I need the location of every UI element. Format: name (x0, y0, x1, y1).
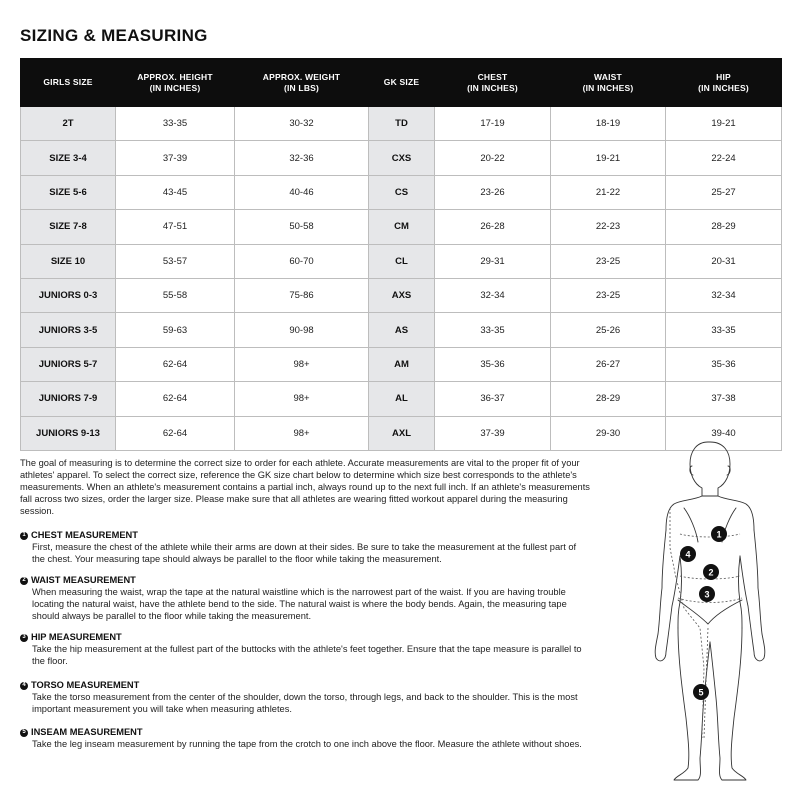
table-header-row (21, 59, 782, 107)
size-label-cell: AS (369, 313, 435, 347)
size-label-cell: SIZE 5-6 (21, 175, 116, 209)
size-label-cell: AL (369, 382, 435, 416)
measurement-heading-text: CHEST MEASUREMENT (31, 530, 138, 540)
svg-text:4: 4 (685, 549, 691, 560)
size-chart-table (20, 58, 782, 451)
table-row (21, 382, 782, 416)
column-header (369, 59, 435, 107)
column-header (666, 59, 782, 107)
table-cell: 17-19 (435, 107, 551, 141)
size-label-cell: SIZE 10 (21, 244, 116, 278)
marker-4-icon (680, 546, 696, 562)
table-cell: 60-70 (235, 244, 369, 278)
size-label-cell: AXL (369, 416, 435, 450)
page-title: SIZING & MEASURING (20, 26, 208, 45)
svg-text:5: 5 (698, 687, 704, 698)
number-badge-icon: 1 (20, 532, 28, 540)
table-cell: 90-98 (235, 313, 369, 347)
table-cell: 23-25 (551, 244, 666, 278)
table-row (21, 210, 782, 244)
column-header-line: GK SIZE (383, 77, 420, 87)
table-row (21, 175, 782, 209)
size-label-cell: CS (369, 175, 435, 209)
table-cell: 40-46 (235, 175, 369, 209)
table-cell: 23-25 (551, 278, 666, 312)
table-cell: 22-24 (666, 141, 782, 175)
size-label-cell: JUNIORS 5-7 (21, 347, 116, 381)
table-cell: 28-29 (666, 210, 782, 244)
table-cell: 98+ (235, 382, 369, 416)
column-header-line: WAIST (594, 71, 622, 82)
measurement-description: Take the torso measurement from the center of the shoulder, down the torso, through legs, and back to the shoulder. This is the most important measurement you will take when measuring athletes. (32, 691, 578, 714)
table-cell: 43-45 (116, 175, 235, 209)
table-cell: 32-36 (235, 141, 369, 175)
measurement-description: First, measure the chest of the athlete while their arms are down at their sides. Be sure to take the measurement at the fullest part of the chest. Your measuring tape should always be parallel to the floor while taking the measurement. (32, 541, 577, 564)
intro-paragraph: The goal of measuring is to determine the correct size to order for each athlete. Accurate measurements are vital to the proper fit of your athletes' apparel. To select the correct size, reference the GK size chart below to determine which size best corresponds to the athlete's measurements. When an athlete's measurement contains a partial inch, always round up to the next full inch. If an athlete's measurements fall across two sizes, order the larger size. Please make sure that all athletes are wearing fitted workout apparel during the measuring session. (20, 458, 590, 516)
number-badge-icon: 5 (20, 729, 28, 737)
column-header-line: HIP (716, 71, 731, 82)
table-cell: 19-21 (666, 107, 782, 141)
table-cell: 98+ (235, 416, 369, 450)
table-cell: 59-63 (116, 313, 235, 347)
table-row (21, 141, 782, 175)
column-header (235, 59, 369, 107)
measurement-heading-text: INSEAM MEASUREMENT (31, 727, 143, 737)
table-cell: 21-22 (551, 175, 666, 209)
column-header-line: APPROX. HEIGHT (137, 71, 213, 82)
body-measurement-figure (640, 438, 800, 783)
table-cell: 33-35 (435, 313, 551, 347)
column-header-line: APPROX. WEIGHT (262, 71, 341, 82)
table-cell: 62-64 (116, 416, 235, 450)
table-cell: 39-40 (666, 416, 782, 450)
size-label-cell: SIZE 7-8 (21, 210, 116, 244)
table-cell: 32-34 (435, 278, 551, 312)
size-label-cell: CXS (369, 141, 435, 175)
table-cell: 53-57 (116, 244, 235, 278)
table-cell: 30-32 (235, 107, 369, 141)
table-cell: 28-29 (551, 382, 666, 416)
size-label-cell: JUNIORS 3-5 (21, 313, 116, 347)
measurement-section (20, 575, 590, 623)
measurement-heading-text: WAIST MEASUREMENT (31, 575, 136, 585)
table-cell: 47-51 (116, 210, 235, 244)
size-label-cell: SIZE 3-4 (21, 141, 116, 175)
table-cell: 23-26 (435, 175, 551, 209)
size-label-cell: TD (369, 107, 435, 141)
table-cell: 50-58 (235, 210, 369, 244)
measurement-description: Take the leg inseam measurement by running the tape from the crotch to one inch above the floor. Measure the athlete without shoes. (32, 738, 582, 749)
marker-3-icon (699, 586, 715, 602)
table-cell: 33-35 (116, 107, 235, 141)
measurement-section (20, 632, 590, 668)
column-header-line: (IN INCHES) (149, 82, 201, 93)
table-cell: 33-35 (666, 313, 782, 347)
table-cell: 26-28 (435, 210, 551, 244)
number-badge-icon: 2 (20, 577, 28, 585)
measurement-heading-text: TORSO MEASUREMENT (31, 680, 140, 690)
size-label-cell: AM (369, 347, 435, 381)
table-row (21, 313, 782, 347)
column-header (116, 59, 235, 107)
measurement-section (20, 530, 590, 566)
table-row (21, 244, 782, 278)
column-header-line: (IN INCHES) (467, 82, 518, 93)
number-badge-icon: 3 (20, 634, 28, 642)
column-header-line: (IN INCHES) (582, 82, 634, 93)
table-row (21, 347, 782, 381)
table-cell: 22-23 (551, 210, 666, 244)
svg-text:1: 1 (716, 529, 722, 540)
table-cell: 26-27 (551, 347, 666, 381)
column-header-line: (IN LBS) (283, 82, 320, 93)
number-badge-icon: 4 (20, 682, 28, 690)
column-header-line: GIRLS SIZE (43, 77, 93, 87)
table-cell: 25-26 (551, 313, 666, 347)
table-cell: 29-30 (551, 416, 666, 450)
measurement-description: When measuring the waist, wrap the tape at the natural waistline which is the narrowest part of the waist. If you are having trouble locating the natural waist, have the athlete bend to the side. The natural waist is where the body bends. Again, the measuring tape should always be parallel to the floor while taking the measurement. (32, 586, 567, 621)
column-header-line: (IN INCHES) (698, 82, 749, 93)
size-label-cell: CL (369, 244, 435, 278)
table-cell: 75-86 (235, 278, 369, 312)
svg-text:3: 3 (704, 589, 710, 600)
measurement-heading (20, 680, 590, 692)
column-header-line: CHEST (477, 71, 508, 82)
table-cell: 35-36 (666, 347, 782, 381)
table-cell: 62-64 (116, 347, 235, 381)
table-cell: 37-38 (666, 382, 782, 416)
measurement-heading (20, 727, 590, 739)
table-cell: 62-64 (116, 382, 235, 416)
table-cell: 36-37 (435, 382, 551, 416)
table-cell: 55-58 (116, 278, 235, 312)
size-label-cell: JUNIORS 0-3 (21, 278, 116, 312)
column-header (551, 59, 666, 107)
measurement-heading (20, 530, 590, 542)
table-row (21, 107, 782, 141)
table-cell: 37-39 (435, 416, 551, 450)
marker-2-icon (703, 564, 719, 580)
size-label-cell: JUNIORS 7-9 (21, 382, 116, 416)
size-label-cell: JUNIORS 9-13 (21, 416, 116, 450)
table-cell: 20-22 (435, 141, 551, 175)
body-outline-illustration (640, 438, 800, 783)
measurement-section (20, 680, 590, 716)
measurement-description: Take the hip measurement at the fullest part of the buttocks with the athlete's feet together. Ensure that the tape measure is parallel to the floor. (32, 643, 582, 666)
table-cell: 20-31 (666, 244, 782, 278)
table-cell: 29-31 (435, 244, 551, 278)
marker-1-icon (711, 526, 727, 542)
column-header (435, 59, 551, 107)
table-cell: 35-36 (435, 347, 551, 381)
table-cell: 98+ (235, 347, 369, 381)
measurement-heading-text: HIP MEASUREMENT (31, 632, 122, 642)
marker-5-icon (693, 684, 709, 700)
table-cell: 19-21 (551, 141, 666, 175)
svg-text:2: 2 (708, 567, 714, 578)
table-cell: 25-27 (666, 175, 782, 209)
column-header (21, 59, 116, 107)
measurement-heading (20, 632, 590, 644)
table-row (21, 278, 782, 312)
size-label-cell: 2T (21, 107, 116, 141)
table-cell: 37-39 (116, 141, 235, 175)
table-cell: 32-34 (666, 278, 782, 312)
measurement-section (20, 727, 590, 751)
table-cell: 18-19 (551, 107, 666, 141)
size-label-cell: AXS (369, 278, 435, 312)
measurement-heading (20, 575, 590, 587)
size-label-cell: CM (369, 210, 435, 244)
